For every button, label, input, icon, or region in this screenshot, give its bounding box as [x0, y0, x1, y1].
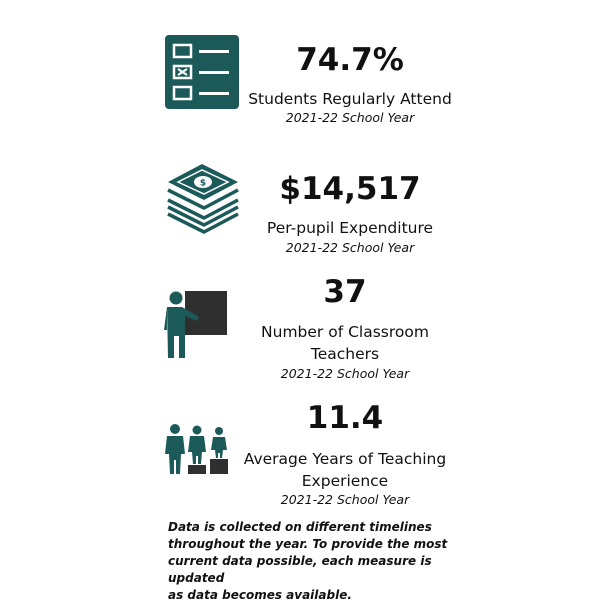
stat-label: Students Regularly Attend — [248, 90, 452, 108]
footnote-line: throughout the year. To provide the most — [168, 537, 448, 551]
checklist-icon — [165, 35, 239, 109]
stat-value: $14,517 — [279, 171, 421, 207]
stat-value: 74.7% — [296, 42, 404, 78]
stat-value: 11.4 — [306, 400, 384, 436]
footnote-line: Data is collected on different timelines — [168, 520, 432, 534]
stat-label-line1: Average Years of Teaching — [243, 450, 447, 468]
stat-label-line2: Teachers — [310, 345, 380, 363]
footnote-line: current data possible, each measure is updated — [168, 554, 432, 585]
stat-period: 2021-22 School Year — [285, 240, 415, 255]
stat-label-line2: Experience — [301, 472, 389, 490]
svg-text:$: $ — [199, 178, 207, 189]
footnote-line: as data becomes available. — [168, 588, 352, 602]
stat-period: 2021-22 School Year — [280, 366, 410, 381]
stat-period: 2021-22 School Year — [285, 110, 415, 125]
teacher-board-icon — [163, 290, 229, 360]
stat-label: Per-pupil Expenditure — [266, 219, 434, 237]
stat-period: 2021-22 School Year — [280, 492, 410, 507]
footnote — [168, 519, 468, 604]
stat-label-line1: Number of Classroom — [261, 323, 429, 341]
stat-value: 37 — [323, 274, 367, 310]
podium-people-icon — [164, 424, 230, 476]
